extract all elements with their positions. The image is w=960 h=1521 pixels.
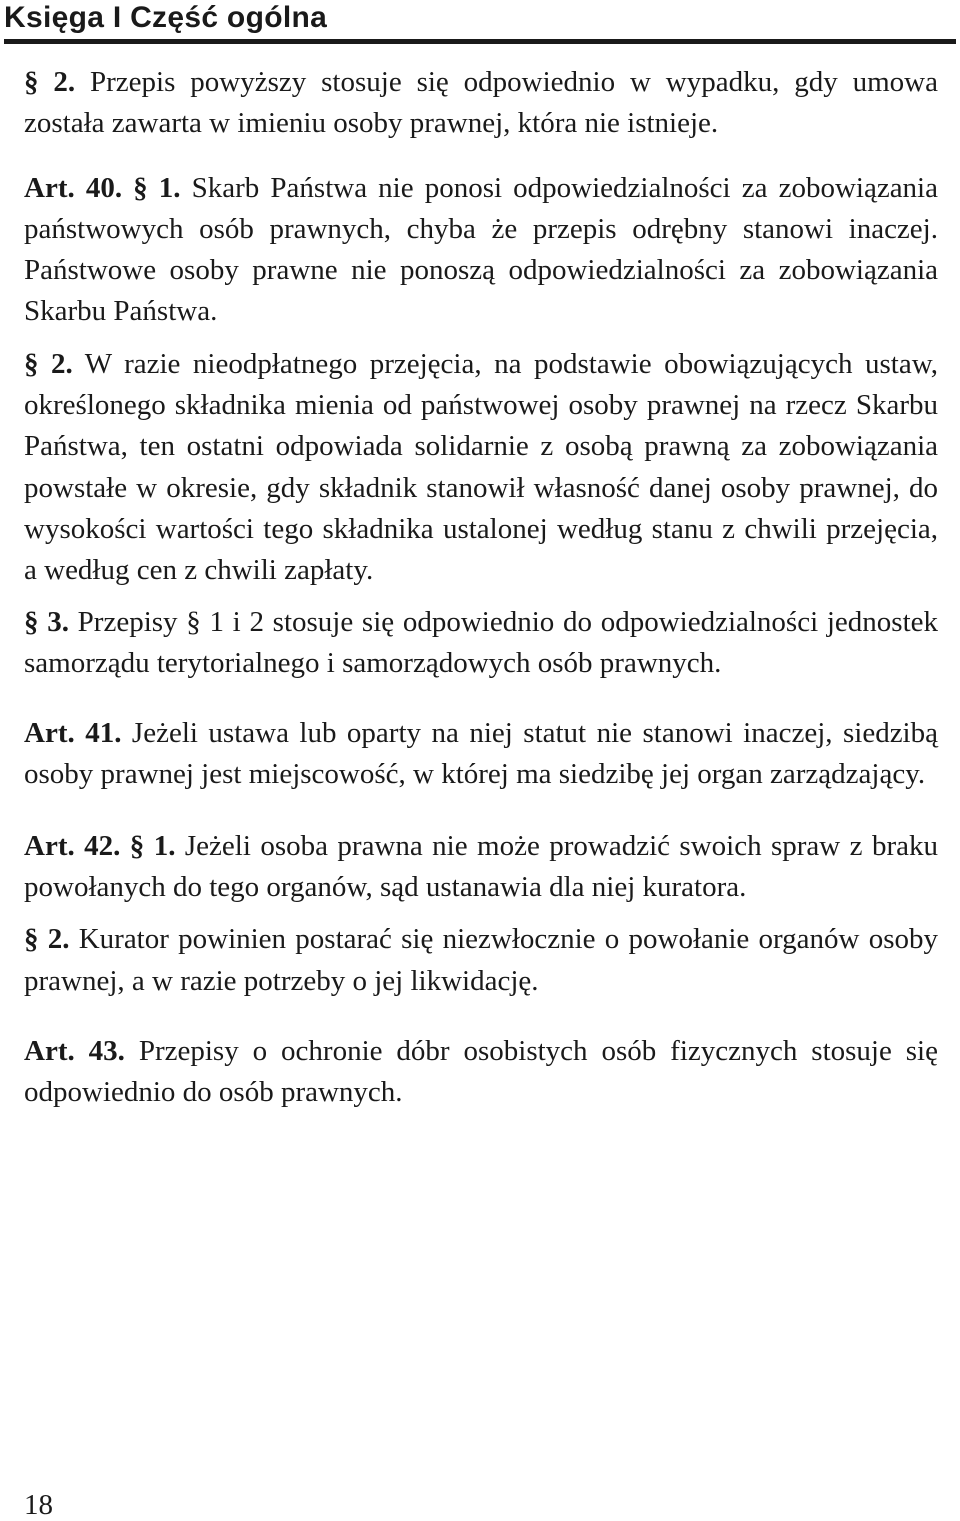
section-label: § 2. bbox=[24, 347, 73, 380]
article-label: Art. 40. § 1. bbox=[24, 171, 181, 204]
document-body bbox=[24, 62, 938, 1114]
paragraph-art42-sec2 bbox=[24, 919, 938, 1002]
paragraph-text: Jeżeli ustawa lub oparty na niej statut nie stanowi inaczej, siedzibą osoby prawnej jest miejscowość, w której ma siedzibę jej organ zarządzający. bbox=[24, 717, 938, 791]
paragraph-text: Przepis powyższy stosuje się odpowiednio w wypadku, gdy umowa została zawarta w imieniu osoby prawnej, która nie istnieje. bbox=[24, 66, 938, 140]
paragraph-art40-sec3 bbox=[24, 602, 938, 685]
paragraph-text: Jeżeli osoba prawna nie może prowadzić swoich spraw z braku powołanych do tego organów, sąd ustanawia dla niej kuratora. bbox=[24, 829, 938, 904]
running-head-title: Księga I Część ogólna bbox=[4, 1, 328, 34]
article-label: Art. 41. bbox=[24, 717, 122, 750]
header-rule bbox=[4, 39, 956, 44]
section-label: § 3. bbox=[24, 605, 69, 638]
section-label: § 2. bbox=[24, 66, 76, 98]
paragraph-art41 bbox=[24, 713, 938, 796]
page-number: 18 bbox=[24, 1489, 53, 1521]
paragraph-text: Skarb Państwa nie ponosi odpowiedzialności za zobowiązania państwowych osób prawnych, chyba że przepis odrębny stanowi inaczej. Państwowe osoby prawne nie ponoszą odpowiedzialności za zobowiązania Skarbu Państwa. bbox=[24, 171, 938, 328]
paragraph-text: W razie nieodpłatnego przejęcia, na podstawie obowiązujących ustaw, określonego składnika mienia od państwowej osoby prawnej na rzecz Skarbu Państwa, ten ostatni odpowiada solidarnie z osobą prawną za zobowiązania powstałe w okresie, gdy składnik stanowił własność danej osoby prawnej, do wysokości wartości tego składnika ustalonej według stanu z chwili przejęcia, a według cen z chwili zapłaty. bbox=[24, 347, 939, 587]
article-label: Art. 43. bbox=[24, 1034, 125, 1067]
section-label: § 2. bbox=[24, 923, 70, 956]
paragraph-art40-sec1 bbox=[24, 168, 938, 333]
page-header bbox=[4, 0, 956, 46]
paragraph-text: Kurator powinien postarać się niezwłocznie o powołanie organów osoby prawnej, a w razie potrzeby o jej likwidację. bbox=[24, 923, 939, 997]
article-label: Art. 42. § 1. bbox=[24, 829, 176, 862]
paragraph-text: Przepisy o ochronie dóbr osobistych osób fizycznych stosuje się odpowiednio do osób prawnych. bbox=[24, 1034, 938, 1109]
paragraph-art42-sec1 bbox=[24, 826, 938, 909]
paragraph-art43 bbox=[24, 1031, 938, 1114]
paragraph-art40-sec2 bbox=[24, 344, 938, 592]
paragraph-art39-sec2 bbox=[24, 62, 938, 145]
paragraph-text: Przepisy § 1 i 2 stosuje się odpowiednio do odpowiedzialności jednostek samorządu terytorialnego i samorządowych osób prawnych. bbox=[24, 605, 939, 679]
